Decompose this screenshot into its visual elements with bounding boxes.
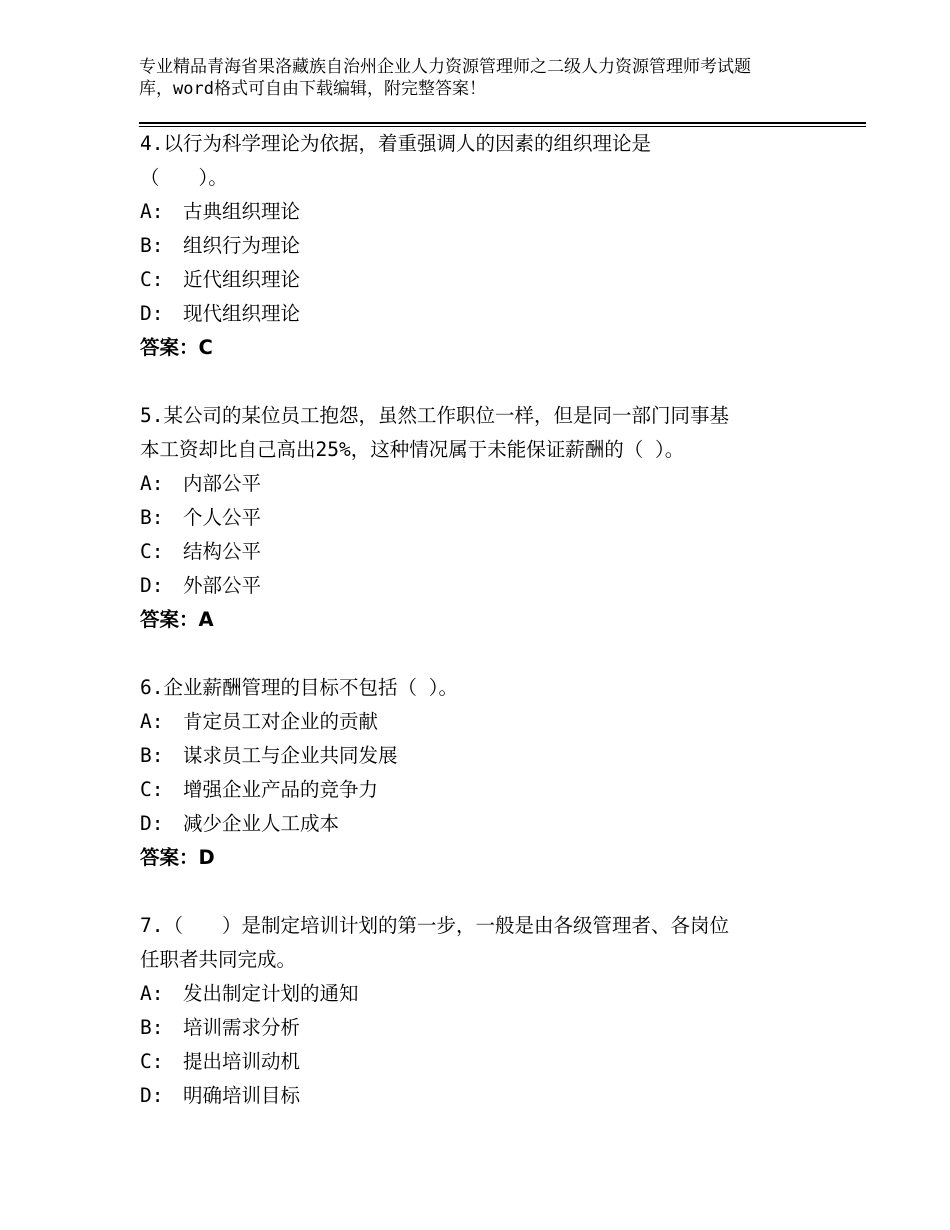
option-a: A: 肯定员工对企业的贡献 <box>140 710 378 733</box>
document-header <box>139 56 859 100</box>
question-stem-line: 5.某公司的某位员工抱怨，虽然工作职位一样，但是同一部门同事基 <box>140 404 729 427</box>
option-a: A: 古典组织理论 <box>140 200 300 223</box>
option-d: D: 减少企业人工成本 <box>140 812 339 835</box>
option-d: D: 现代组织理论 <box>140 302 300 325</box>
option-b: B: 谋求员工与企业共同发展 <box>140 744 398 767</box>
option-b: B: 组织行为理论 <box>140 234 300 257</box>
option-c: C: 结构公平 <box>140 540 261 563</box>
option-c: C: 近代组织理论 <box>140 268 300 291</box>
question-list <box>140 127 860 1113</box>
option-a: A: 发出制定计划的通知 <box>140 982 359 1005</box>
option-b: B: 个人公平 <box>140 506 261 529</box>
question-stem-line: （ ）。 <box>140 166 228 189</box>
option-c: C: 增强企业产品的竞争力 <box>140 778 378 801</box>
question-stem-line: 任职者共同完成。 <box>140 948 297 971</box>
answer-line: 答案：A <box>140 608 214 631</box>
answer-line: 答案：D <box>140 846 215 869</box>
option-b: B: 培训需求分析 <box>140 1016 300 1039</box>
question-stem-line: 本工资却比自己高出25%，这种情况属于未能保证薪酬的（ ）。 <box>140 438 685 461</box>
question-4 <box>140 127 860 365</box>
question-6 <box>140 671 860 875</box>
question-7 <box>140 909 860 1113</box>
option-d: D: 外部公平 <box>140 574 261 597</box>
header-divider-thick <box>139 122 866 124</box>
header-line-1: 专业精品青海省果洛藏族自治州企业人力资源管理师之二级人力资源管理师考试题 <box>139 57 751 77</box>
option-a: A: 内部公平 <box>140 472 261 495</box>
question-stem-line: 7.（ ）是制定培训计划的第一步，一般是由各级管理者、各岗位 <box>140 914 729 937</box>
question-5 <box>140 399 860 637</box>
question-stem-line: 4.以行为科学理论为依据，着重强调人的因素的组织理论是 <box>140 132 651 155</box>
header-line-2: 库，word格式可自由下载编辑，附完整答案！ <box>139 79 486 99</box>
option-c: C: 提出培训动机 <box>140 1050 300 1073</box>
question-stem-line: 6.企业薪酬管理的目标不包括（ ）。 <box>140 676 458 699</box>
answer-line: 答案：C <box>140 336 213 359</box>
option-d: D: 明确培训目标 <box>140 1084 300 1107</box>
